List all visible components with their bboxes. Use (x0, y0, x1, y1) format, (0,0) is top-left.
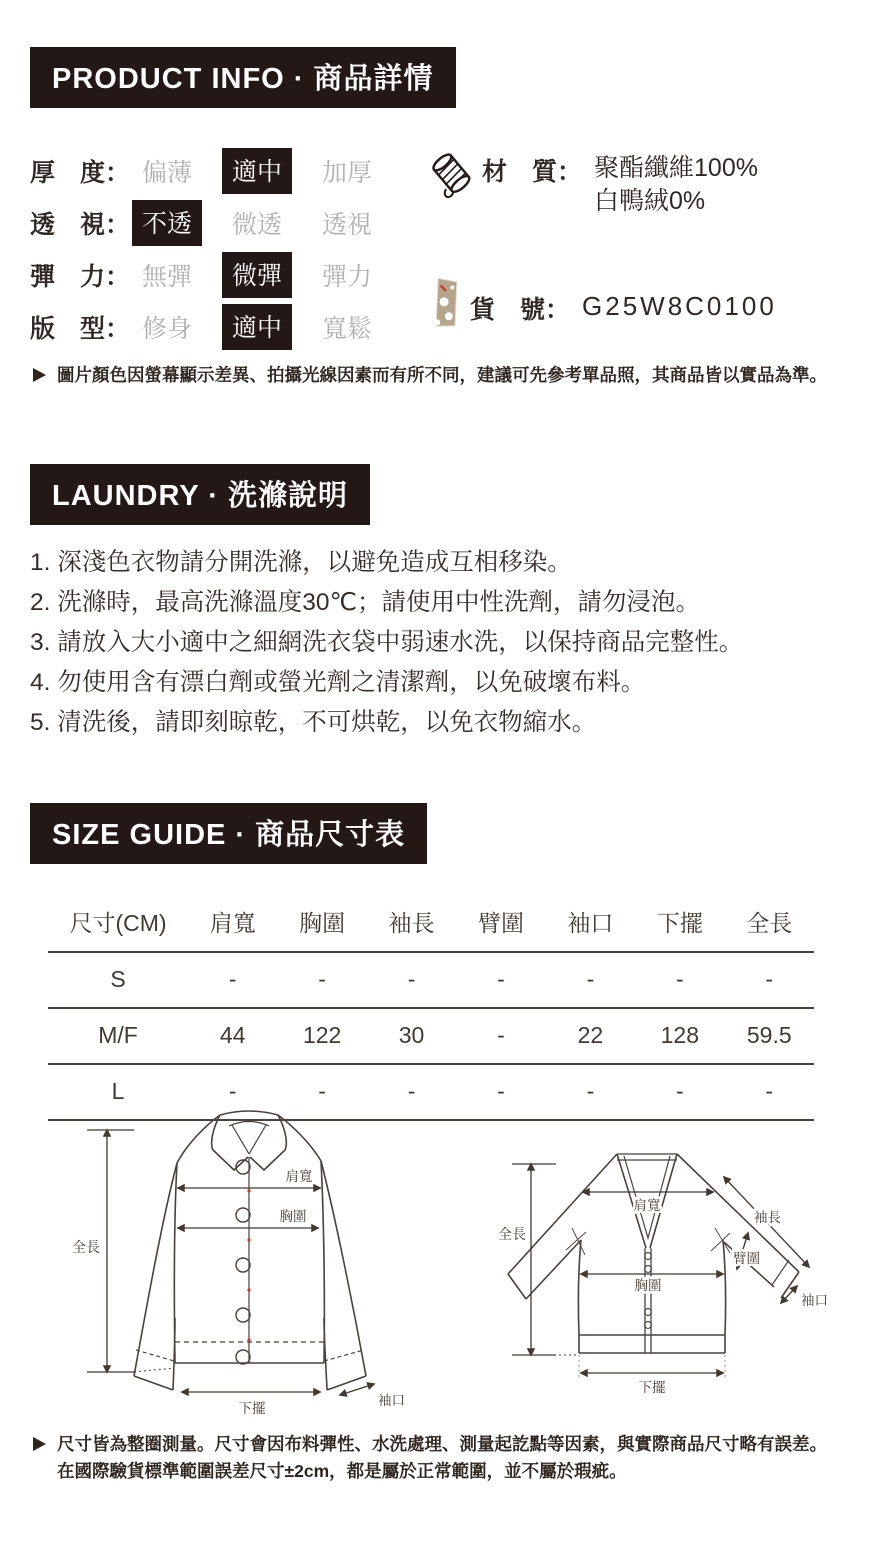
size-guide-header: SIZE GUIDE · 商品尺寸表 (30, 803, 427, 864)
col-header: 袖口 (546, 893, 635, 952)
option-cell (302, 148, 392, 194)
option-cell (122, 304, 212, 350)
option: 微透 (231, 211, 282, 239)
value-cell: 128 (635, 1008, 724, 1064)
cardigan-label-shoulder: 肩寬 (633, 1198, 661, 1213)
table-row-mf (48, 1008, 814, 1064)
table-row-s (48, 952, 814, 1008)
value-cell: - (456, 1008, 545, 1064)
size-cell: L (48, 1064, 188, 1120)
option: 透視 (321, 211, 372, 239)
option: 寬鬆 (321, 315, 372, 343)
item-number-row (428, 275, 777, 336)
value-cell: - (188, 952, 277, 1008)
option-selected: 不透 (132, 200, 202, 246)
option: 彈力 (321, 263, 372, 291)
option-cell (302, 200, 392, 246)
value-cell: - (725, 952, 814, 1008)
option-cell (302, 252, 392, 298)
value-cell: - (277, 1064, 366, 1120)
col-header: 肩寬 (188, 893, 277, 952)
cardigan-label-sleeve: 袖長 (754, 1210, 781, 1225)
option-cell (122, 200, 212, 246)
option: 加厚 (321, 159, 372, 187)
jacket-outline (134, 1111, 366, 1390)
attr-row-thickness (30, 145, 392, 197)
cardigan-label-hem: 下擺 (638, 1380, 666, 1395)
jacket-measure-diagram (62, 1100, 492, 1436)
option-cell (212, 200, 302, 246)
laundry-header: LAUNDRY · 洗滌說明 (30, 464, 370, 525)
value-cell: - (456, 1064, 545, 1120)
col-header: 臂圍 (456, 893, 545, 952)
attr-label: 彈 力： (30, 263, 131, 291)
option-selected: 適中 (222, 304, 292, 350)
value-cell: 59.5 (725, 1008, 814, 1064)
value-cell: 30 (367, 1008, 456, 1064)
jacket-label-shoulder: 肩寬 (285, 1169, 313, 1184)
measurement-disclaimer-note (33, 1431, 863, 1485)
laundry-item: 2. 洗滌時，最高洗滌溫度30℃；請使用中性洗劑，請勿浸泡。 (30, 589, 701, 616)
option: 偏薄 (141, 159, 192, 187)
option-cell (212, 304, 302, 350)
value-cell: - (546, 952, 635, 1008)
material-label: 材 質： (482, 158, 583, 186)
option-cell (302, 304, 392, 350)
size-table-header-row (48, 893, 814, 952)
jacket-measures (87, 1130, 374, 1395)
thread-spool-icon (428, 148, 476, 207)
color-disclaimer-note (33, 362, 863, 389)
value-cell: - (635, 952, 724, 1008)
note-text: 圖片顏色因螢幕顯示差異、拍攝光線因素而有所不同，建議可先參考單品照，其商品皆以實品為準。 (57, 365, 827, 385)
option-cell (212, 252, 302, 298)
jacket-label-cuff: 袖口 (378, 1393, 405, 1408)
attribute-list (30, 145, 392, 353)
product-info-header: PRODUCT INFO · 商品詳情 (30, 47, 456, 108)
option-cell (122, 252, 212, 298)
col-header: 下擺 (635, 893, 724, 952)
item-number-label: 貨 號： (470, 295, 571, 324)
laundry-item: 1. 深淺色衣物請分開洗滌，以避免造成互相移染。 (30, 549, 572, 576)
size-cell: M/F (48, 1008, 188, 1064)
cardigan-label-cuff: 袖口 (801, 1293, 828, 1308)
material-row (428, 148, 758, 218)
option-selected: 微彈 (222, 252, 292, 298)
material-line1: 聚酯纖維100% (594, 154, 758, 182)
value-cell: - (725, 1064, 814, 1120)
value-cell: - (277, 952, 366, 1008)
laundry-item: 3. 請放入大小適中之細網洗衣袋中弱速水洗，以保持商品完整性。 (30, 629, 744, 656)
size-table (48, 893, 814, 1121)
value-cell: 44 (188, 1008, 277, 1064)
attr-row-sheerness (30, 197, 392, 249)
option: 無彈 (141, 263, 192, 291)
cardigan-measures (512, 1164, 809, 1377)
arrow-bullet-icon (33, 1437, 46, 1451)
value-cell: - (188, 1064, 277, 1120)
value-cell: - (635, 1064, 724, 1120)
col-header: 全長 (725, 893, 814, 952)
option-cell (122, 148, 212, 194)
option-cell (212, 148, 302, 194)
value-cell: - (546, 1064, 635, 1120)
jacket-label-hem: 下擺 (238, 1401, 266, 1416)
value-cell: 22 (546, 1008, 635, 1064)
attr-label: 透 視： (30, 211, 131, 239)
attr-label: 厚 度： (30, 159, 131, 187)
note-text: 尺寸皆為整圈測量。尺寸會因布料彈性、水洗處理、測量起訖點等因素，與實際商品尺寸略有誤差。 (57, 1434, 827, 1454)
laundry-item: 5. 清洗後，請即刻晾乾，不可烘乾，以免衣物縮水。 (30, 709, 597, 736)
cardigan-label-full-length: 全長 (498, 1226, 526, 1242)
attr-row-fit (30, 301, 392, 353)
value-cell: - (367, 1064, 456, 1120)
item-number-value: G25W8C0100 (582, 291, 777, 321)
hang-tag-icon (428, 275, 464, 336)
value-cell: - (456, 952, 545, 1008)
note-text: 在國際驗貨標準範圍誤差尺寸±2cm，都是屬於正常範圍，並不屬於瑕疵。 (57, 1461, 627, 1481)
cardigan-measure-diagram (484, 1122, 874, 1422)
col-header: 袖長 (367, 893, 456, 952)
size-cell: S (48, 952, 188, 1008)
cardigan-label-arm: 臂圍 (733, 1251, 760, 1266)
value-cell: 122 (277, 1008, 366, 1064)
laundry-instructions (30, 543, 743, 743)
attr-label: 版 型： (30, 315, 131, 343)
attr-row-stretch (30, 249, 392, 301)
arrow-bullet-icon (33, 368, 46, 382)
value-cell: - (367, 952, 456, 1008)
material-line2: 白鴨絨0% (594, 187, 706, 215)
laundry-item: 4. 勿使用含有漂白劑或螢光劑之清潔劑，以免破壞布料。 (30, 669, 646, 696)
col-header: 尺寸(CM) (48, 893, 188, 952)
cardigan-label-chest: 胸圍 (634, 1278, 662, 1293)
option: 修身 (141, 315, 192, 343)
jacket-label-chest: 胸圍 (279, 1209, 307, 1224)
option-selected: 適中 (222, 148, 292, 194)
jacket-label-full-length: 全長 (72, 1239, 100, 1255)
col-header: 胸圍 (277, 893, 366, 952)
